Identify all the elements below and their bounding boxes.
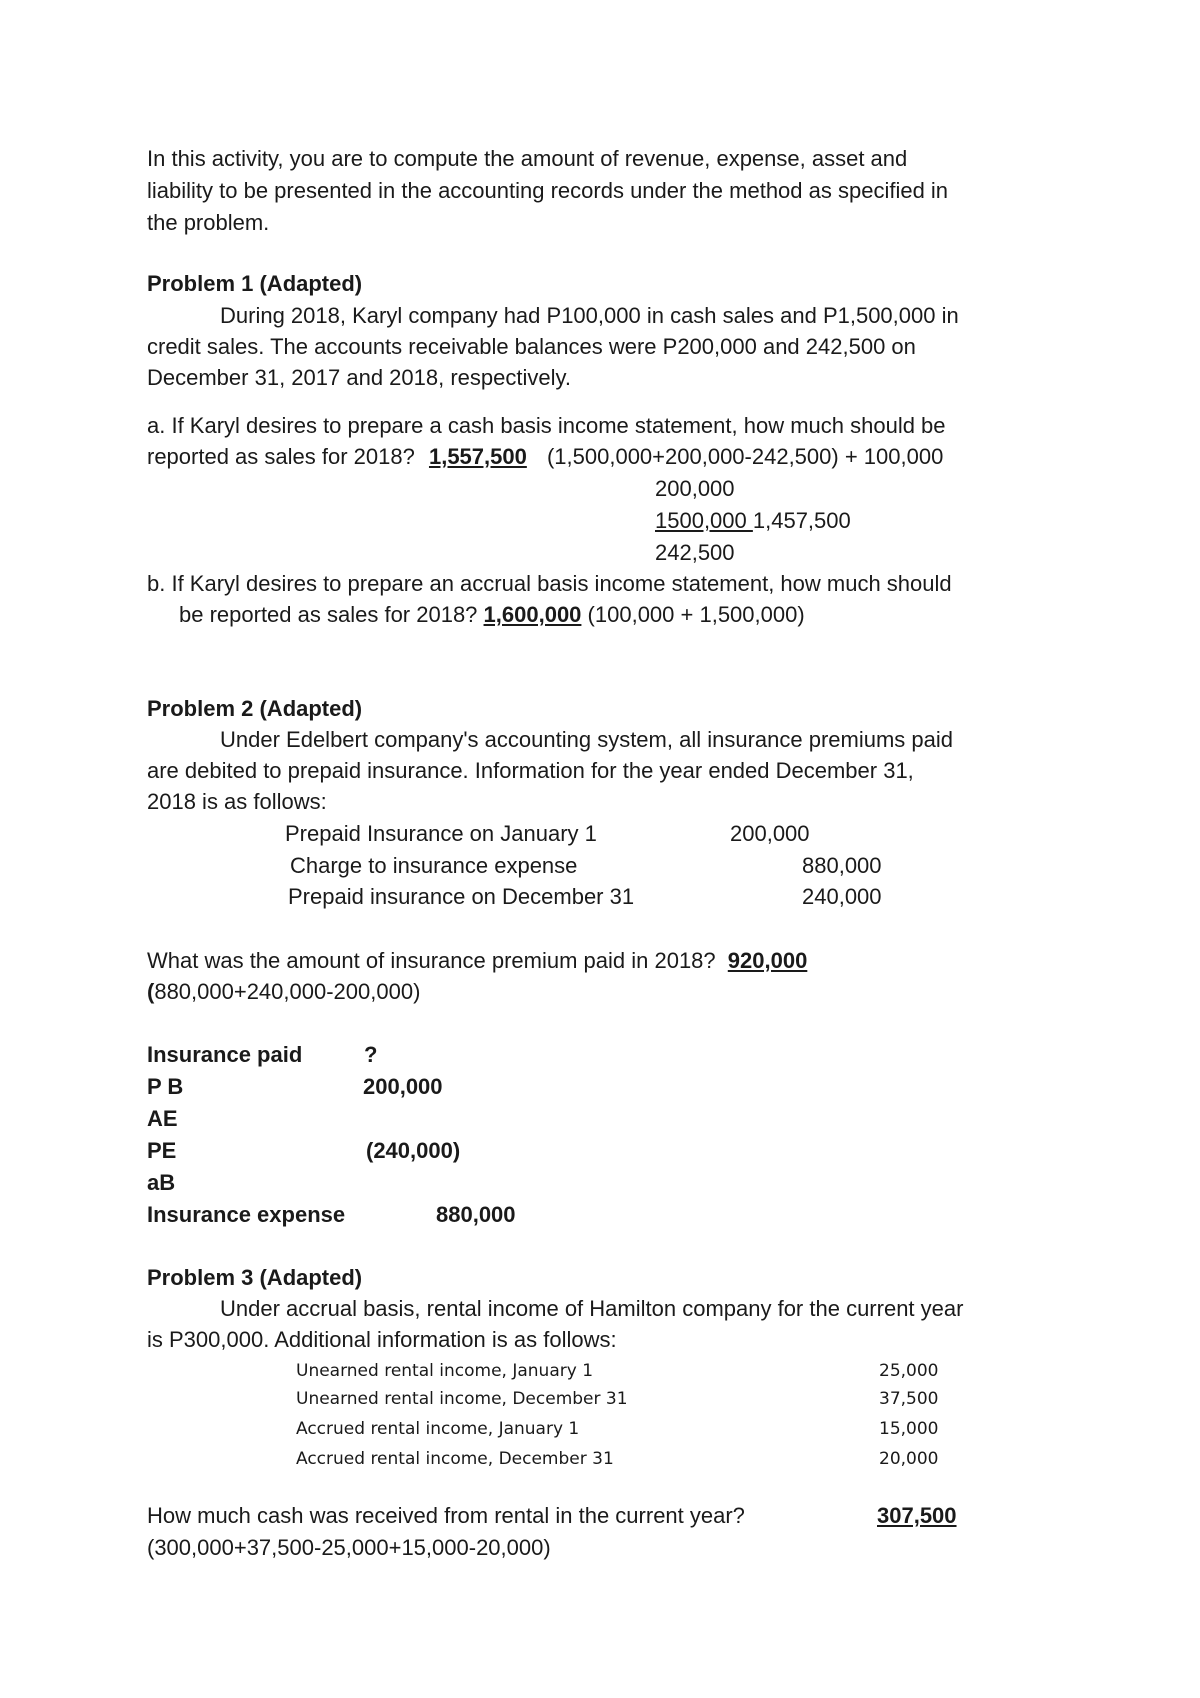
problem-1-line-1: During 2018, Karyl company had P100,000 in cash sales and P1,500,000 in [220,303,959,328]
problem-2-formula-text: 880,000+240,000-200,000) [154,979,421,1004]
work-label: AE [147,1106,178,1131]
insurance-row-value: 200,000 [730,821,810,846]
work-label: PE [147,1138,177,1163]
rental-row-value: 25,000 [879,1361,939,1381]
rental-row-label: Unearned rental income, January 1 [296,1361,594,1381]
problem-1-title: Problem 1 (Adapted) [147,271,363,296]
question-b-prefix: be reported as sales for 2018? [179,602,478,627]
problem-2-formula [147,979,420,1005]
problem-2-line-1: Under Edelbert company's accounting system, all insurance premiums paid [220,727,953,752]
insurance-row-value: 240,000 [802,884,882,909]
insurance-row-label: Charge to insurance expense [290,853,578,878]
work-label: Insurance paid [147,1042,303,1067]
question-a-answer: 1,557,500 [428,444,527,469]
problem-1-line-3: December 31, 2017 and 2018, respectively. [147,365,571,390]
problem-1-question-a-line-1: a. If Karyl desires to prepare a cash basis income statement, how much should be [147,413,946,438]
work-line-1: 200,000 [655,476,735,501]
work-label: P B [147,1074,184,1099]
problem-1-question-b-line-1: b. If Karyl desires to prepare an accrual basis income statement, how much should [147,571,952,596]
question-b-answer: 1,600,000 [483,602,582,627]
problem-1-line-2: credit sales. The accounts receivable balances were P200,000 and 242,500 on [147,334,916,359]
intro-line-1: In this activity, you are to compute the amount of revenue, expense, asset and [147,146,908,171]
rental-row-value: 20,000 [879,1449,939,1469]
problem-3-line-1: Under accrual basis, rental income of Hamilton company for the current year [220,1296,964,1321]
work-label: aB [147,1170,176,1195]
insurance-row-label: Prepaid insurance on December 31 [288,884,635,909]
rental-row-label: Accrued rental income, January 1 [296,1419,580,1439]
problem-2-answer: 920,000 [727,948,808,973]
work-line-2-result: 1,457,500 [752,508,851,533]
rental-row-label: Unearned rental income, December 31 [296,1389,628,1409]
insurance-row-value: 880,000 [802,853,882,878]
problem-2-question-text: What was the amount of insurance premium paid in 2018? [147,948,716,973]
problem-2-title: Problem 2 (Adapted) [147,696,363,721]
work-value: 200,000 [363,1074,443,1099]
problem-1-question-a-line-2 [147,444,943,470]
question-a-formula: (1,500,000+200,000-242,500) + 100,000 [546,444,944,469]
intro-line-3: the problem. [147,210,270,235]
problem-3-question: How much cash was received from rental in the current year? [147,1503,745,1528]
problem-1-question-b-line-2 [179,602,805,628]
work-line-2-underlined: 1500,000 [655,508,753,533]
problem-3-formula: (300,000+37,500-25,000+15,000-20,000) [147,1535,551,1560]
rental-row-value: 15,000 [879,1419,939,1439]
question-a-prefix: reported as sales for 2018? [147,444,415,469]
work-line-2 [655,508,851,534]
work-value: (240,000) [366,1138,461,1163]
work-value: 880,000 [436,1202,516,1227]
problem-3-answer: 307,500 [877,1503,957,1528]
problem-2-line-3: 2018 is as follows: [147,789,327,814]
problem-2-formula-paren: ( [147,979,155,1004]
work-line-3: 242,500 [655,540,735,565]
problem-3-title: Problem 3 (Adapted) [147,1265,363,1290]
problem-2-line-2: are debited to prepaid insurance. Information for the year ended December 31, [147,758,914,783]
rental-row-label: Accrued rental income, December 31 [296,1449,614,1469]
intro-line-2: liability to be presented in the accounting records under the method as specified in [147,178,949,203]
insurance-row-label: Prepaid Insurance on January 1 [285,821,597,846]
work-label: Insurance expense [147,1202,346,1227]
work-value: ? [364,1042,378,1067]
problem-3-line-2: is P300,000. Additional information is as follows: [147,1327,617,1352]
rental-row-value: 37,500 [879,1389,939,1409]
problem-2-question [147,948,807,974]
question-b-formula: (100,000 + 1,500,000) [587,602,805,627]
